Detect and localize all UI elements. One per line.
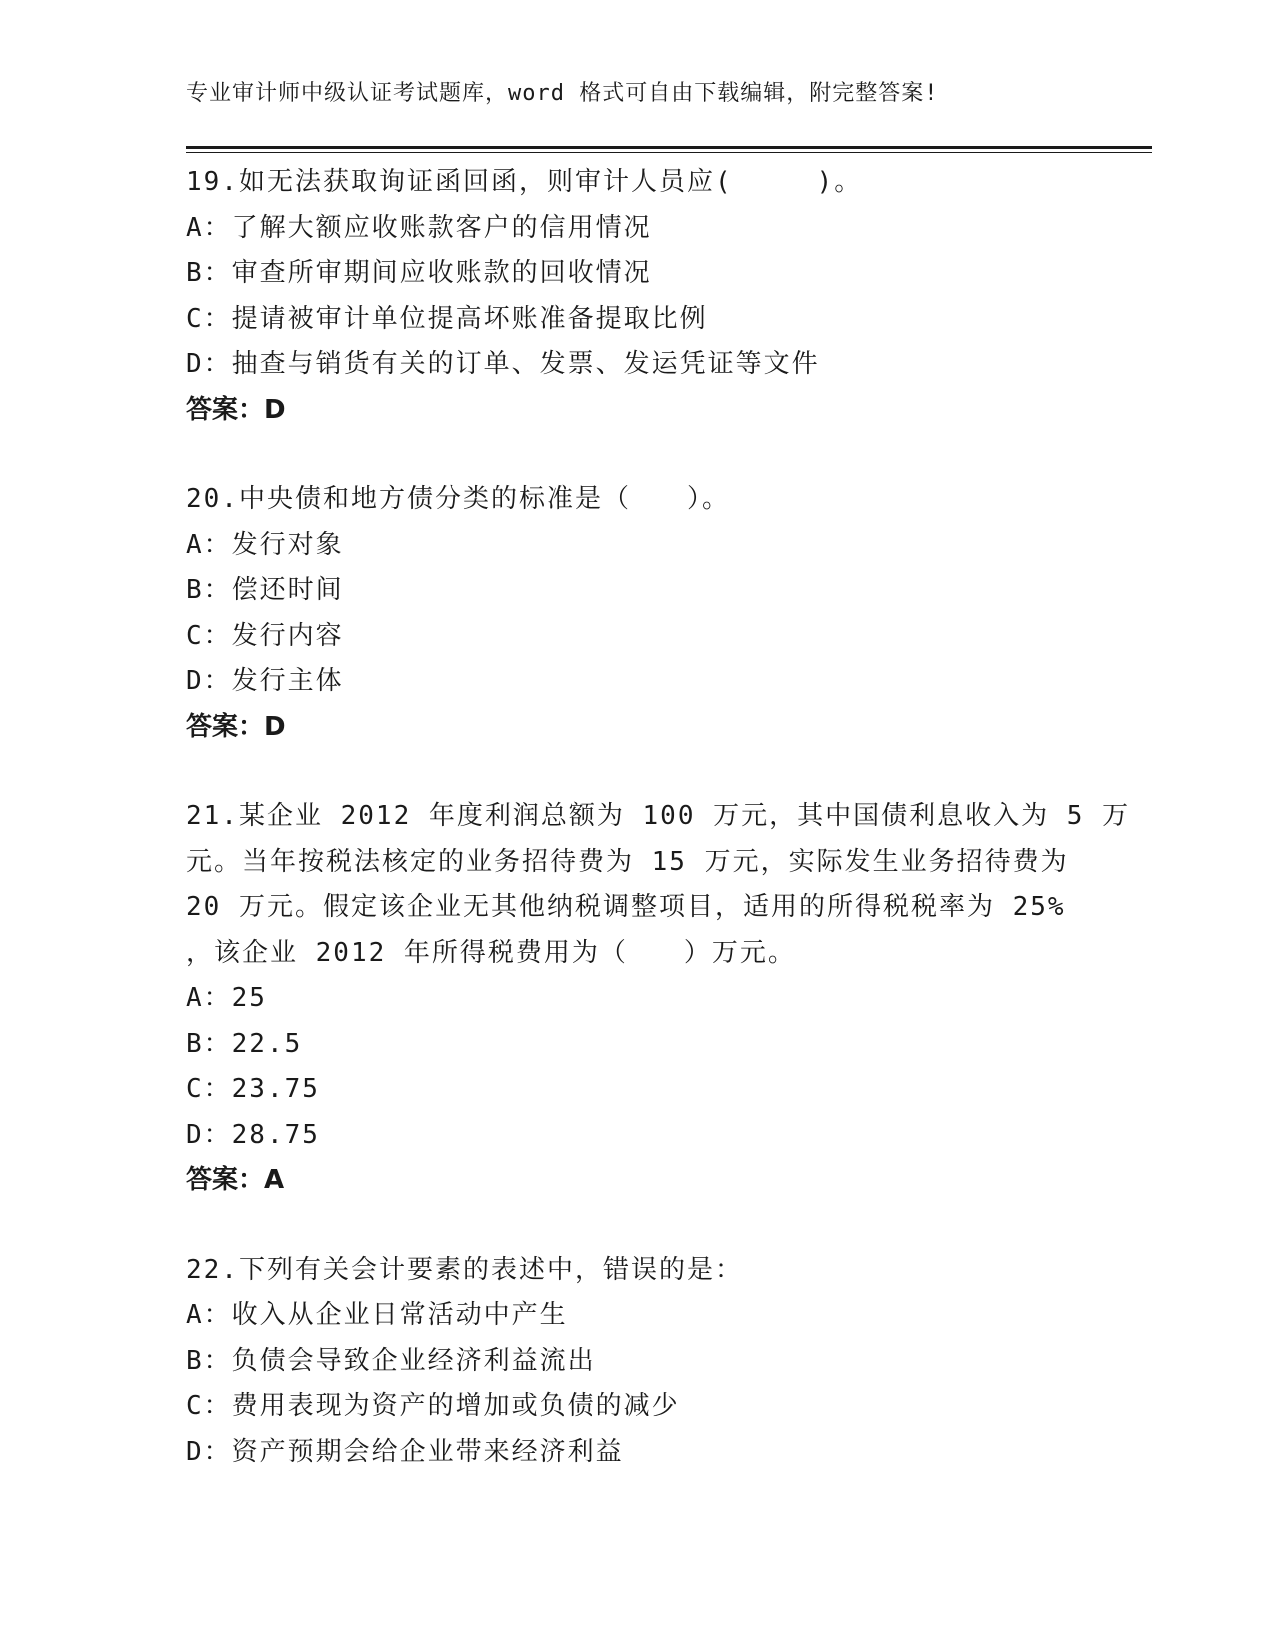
option-b <box>186 251 1086 297</box>
answer-line: 答案：D <box>186 711 286 742</box>
option-c <box>186 614 1086 660</box>
option-a <box>186 976 1086 1022</box>
question-list <box>186 160 1131 1519</box>
option-label: C： <box>186 1391 232 1421</box>
option-text: 提请被审计单位提高坏账准备提取比例 <box>231 303 708 334</box>
option-a <box>186 523 1086 569</box>
option-text: 负债会导致企业经济利益流出 <box>231 1345 596 1376</box>
option-label: B： <box>186 258 232 288</box>
option-text: 发行主体 <box>231 666 344 696</box>
option-text: 发行内容 <box>231 620 344 651</box>
option-label: D： <box>186 666 232 696</box>
option-text: 28.75 <box>231 1119 320 1150</box>
question-21 <box>186 794 1131 1204</box>
option-c <box>186 1384 1086 1430</box>
option-text: 费用表现为资产的增加或负债的减少 <box>231 1391 680 1421</box>
option-label: D： <box>186 1436 232 1467</box>
option-text: 收入从企业日常活动中产生 <box>231 1300 568 1330</box>
option-label: A： <box>186 529 232 560</box>
option-label: C： <box>186 1074 232 1104</box>
question-stem: 元。当年按税法核定的业务招待费为 15 万元，实际发生业务招待费为 <box>186 846 1069 877</box>
header-rule-thin <box>186 152 1152 153</box>
option-label: B： <box>186 1028 232 1059</box>
option-b <box>186 1022 1086 1068</box>
option-label: A： <box>186 1300 232 1330</box>
question-stem: 22.下列有关会计要素的表述中，错误的是： <box>186 1254 743 1285</box>
option-text: 了解大额应收账款客户的信用情况 <box>231 212 652 243</box>
option-text: 25 <box>231 983 267 1013</box>
option-d <box>186 659 1086 705</box>
option-text: 审查所审期间应收账款的回收情况 <box>231 258 652 288</box>
answer-line: 答案：D <box>186 394 286 425</box>
question-stem: 21.某企业 2012 年度利润总额为 100 万元，其中国债利息收入为 5 万 <box>186 801 1131 831</box>
option-label: C： <box>186 303 232 334</box>
option-d <box>186 1113 1086 1159</box>
option-label: D： <box>186 349 232 379</box>
header-rule-thick <box>186 146 1152 149</box>
option-text: 资产预期会给企业带来经济利益 <box>231 1436 624 1467</box>
question-20 <box>186 477 1086 750</box>
option-c <box>186 1067 1086 1113</box>
option-label: A： <box>186 983 232 1013</box>
question-stem: 20 万元。假定该企业无其他纳税调整项目，适用的所得税税率为 25% <box>186 892 1066 922</box>
question-22 <box>186 1248 1086 1476</box>
option-label: B： <box>186 575 232 605</box>
question-stem: ，该企业 2012 年所得税费用为（ ）万元。 <box>186 937 796 968</box>
option-d <box>186 342 1086 388</box>
option-label: B： <box>186 1345 232 1376</box>
option-text: 发行对象 <box>231 529 344 560</box>
option-label: A： <box>186 212 232 243</box>
option-d <box>186 1430 1086 1476</box>
option-a <box>186 1293 1086 1339</box>
question-stem: 19.如无法获取询证函回函，则审计人员应( )。 <box>186 167 863 197</box>
question-19 <box>186 160 1086 433</box>
option-c <box>186 297 1086 343</box>
option-text: 抽查与销货有关的订单、发票、发运凭证等文件 <box>231 349 820 379</box>
question-stem: 20.中央债和地方债分类的标准是（ ）。 <box>186 484 730 514</box>
option-label: C： <box>186 620 232 651</box>
option-label: D： <box>186 1119 232 1150</box>
option-text: 22.5 <box>231 1028 303 1059</box>
option-b <box>186 568 1086 614</box>
option-a <box>186 206 1086 252</box>
answer-line: 答案：A <box>186 1165 285 1195</box>
option-text: 23.75 <box>231 1074 320 1104</box>
option-b <box>186 1339 1086 1385</box>
option-text: 偿还时间 <box>231 575 344 605</box>
page-header: 专业审计师中级认证考试题库，word 格式可自由下载编辑，附完整答案! <box>186 81 939 106</box>
